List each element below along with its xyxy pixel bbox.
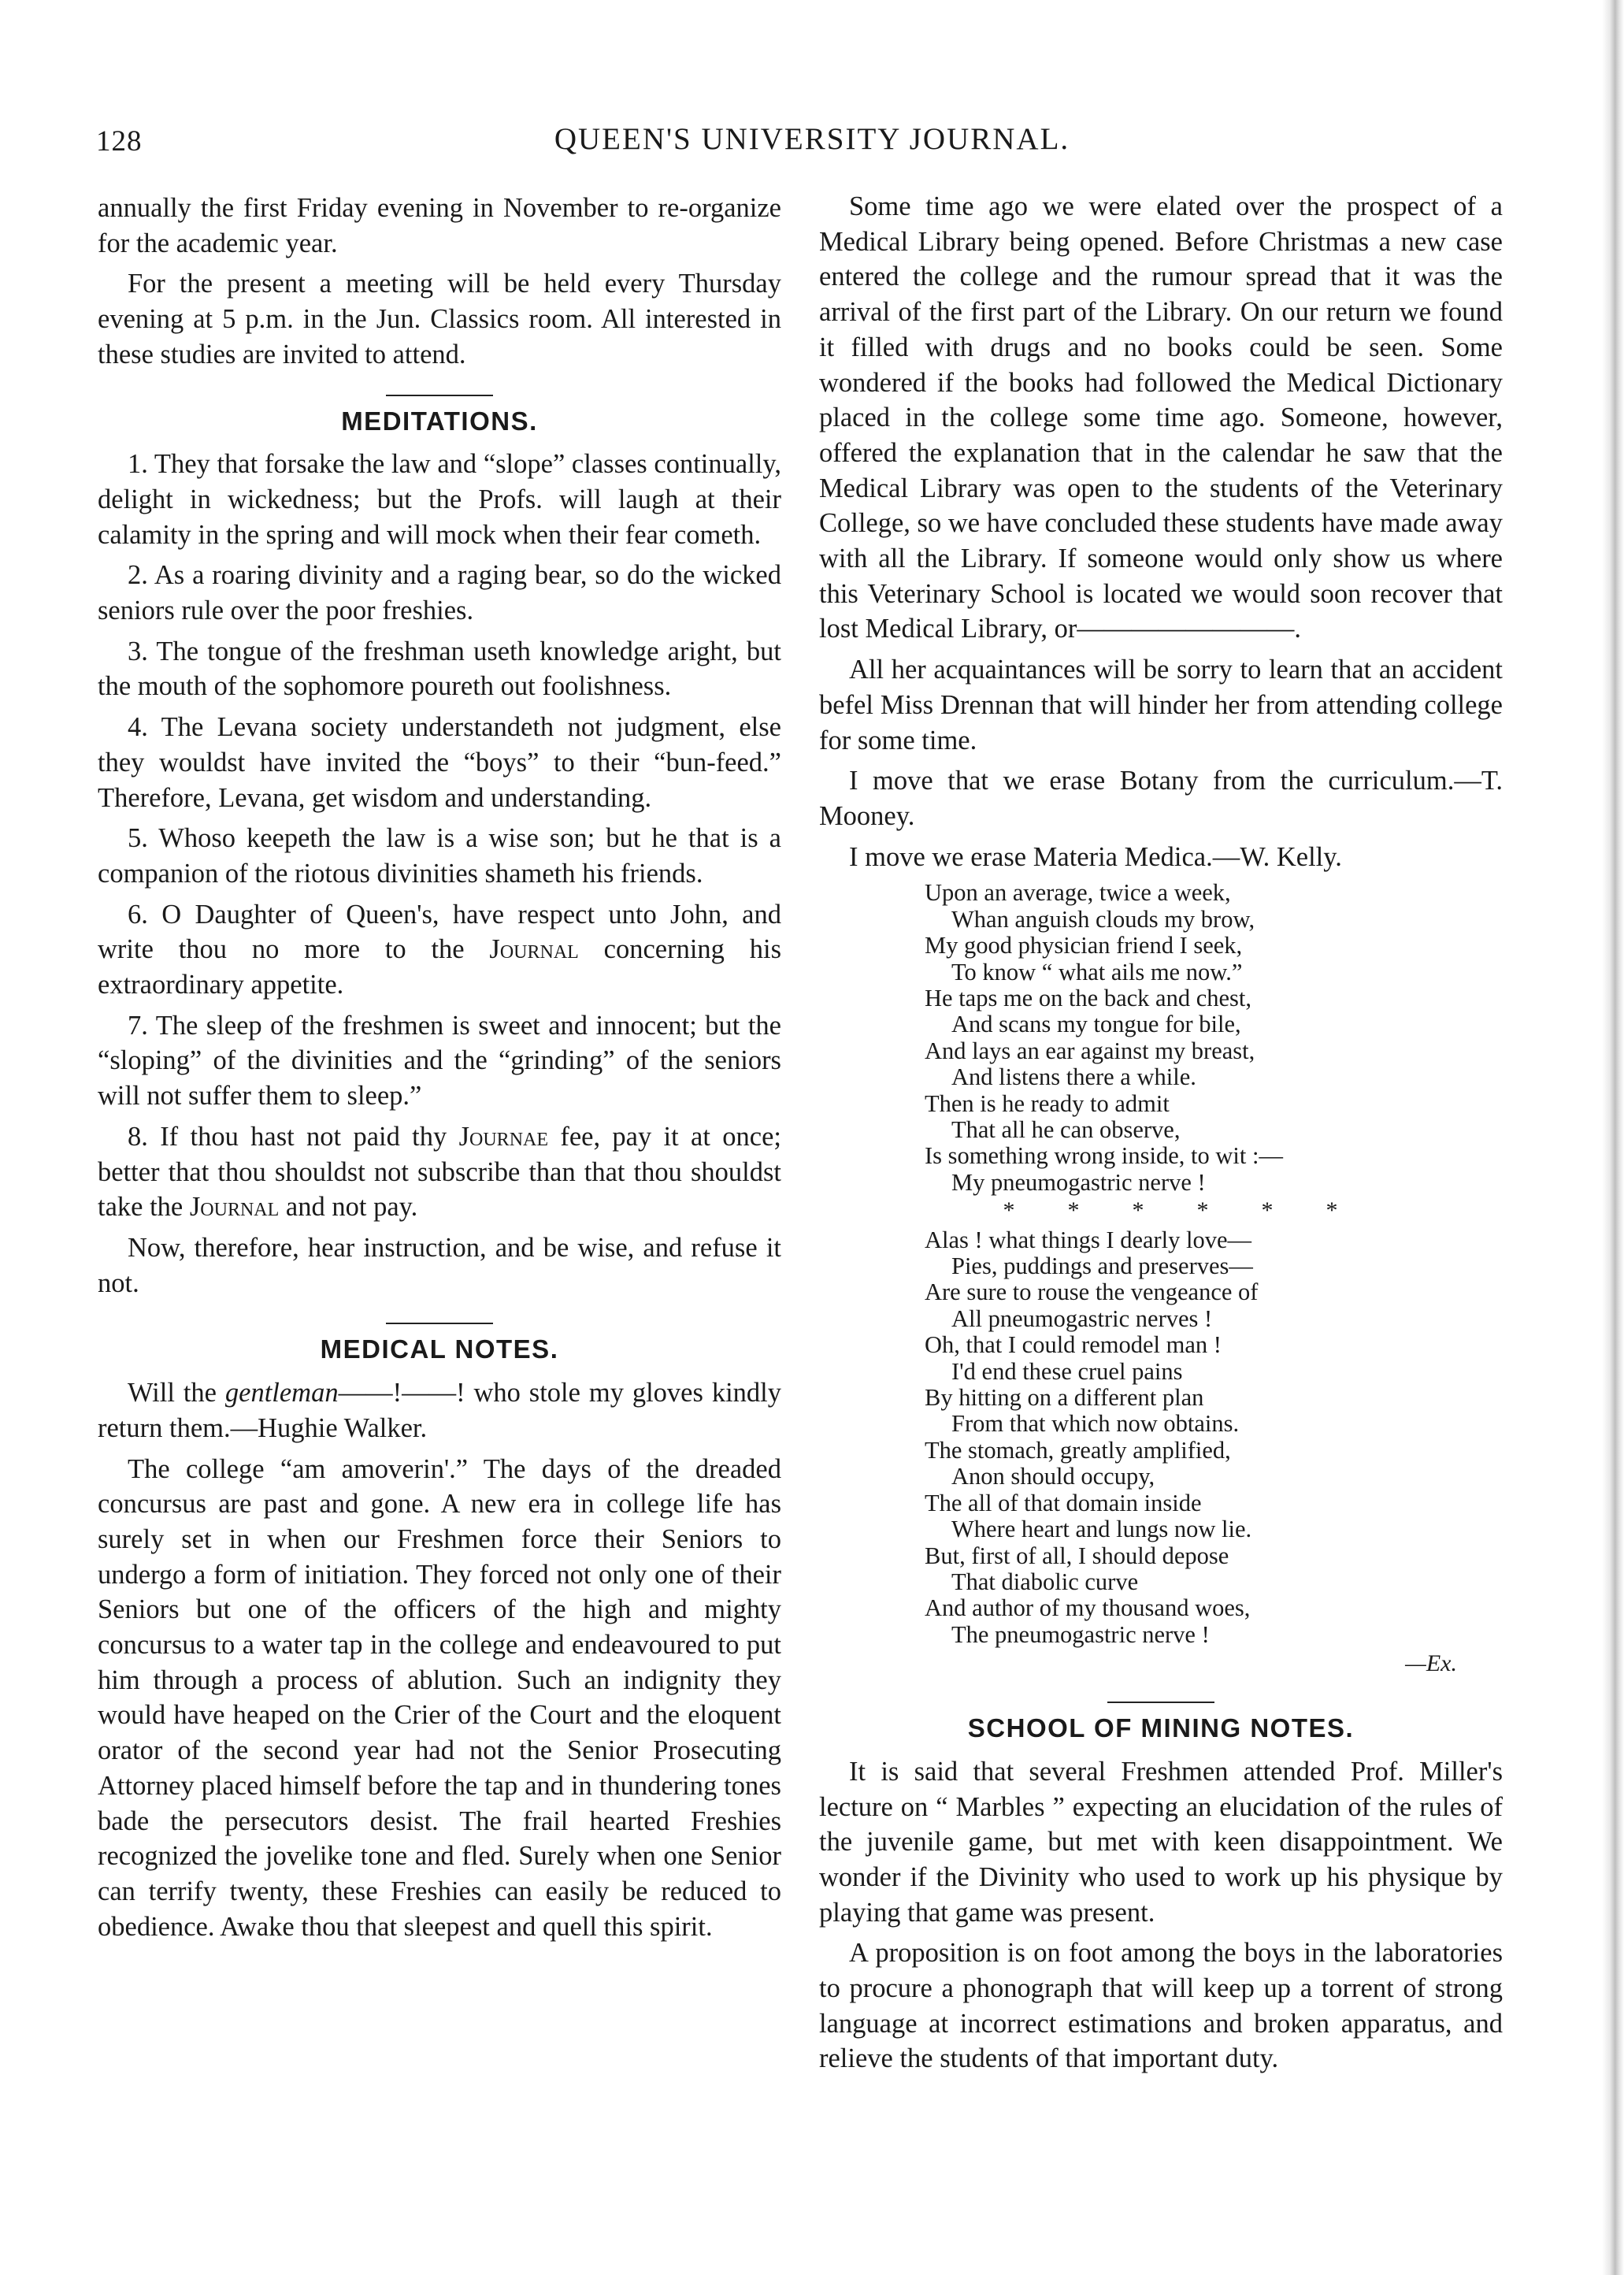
- star: *: [1003, 1197, 1015, 1224]
- materia-motion: I move we erase Materia Medica.—W. Kelly.: [849, 841, 1342, 872]
- poem-line: The all of that domain inside: [925, 1489, 1202, 1516]
- poem-line: That all he can observe,: [951, 1116, 1181, 1144]
- marbles-note: It is said that several Freshmen attended Prof. Miller's lecture on “ Marbles ” expecting an elucidation of the rules of the juvenile game, but met with keen disappointment. We wonder if the Divinity who used to work up his physique by playing that game was present.: [819, 1756, 1503, 1928]
- section-divider: [1107, 1702, 1214, 1703]
- poem-line: Is something wrong inside, to wit :—: [925, 1142, 1283, 1170]
- phonograph-note: A proposition is on foot among the boys in the laboratories to procure a phonograph that will keep up a torrent of strong language at incorrect estimations and broken apparatus, and relieve the students of that important duty.: [819, 1938, 1503, 2074]
- poem-line: All pneumogastric nerves !: [951, 1305, 1213, 1332]
- poem-line: My good physician friend I seek,: [925, 932, 1243, 959]
- poem-line: He taps me on the back and chest,: [925, 984, 1251, 1011]
- star: *: [1067, 1197, 1080, 1224]
- poem-line: From that which now obtains.: [951, 1410, 1240, 1438]
- intro-paragraph-meeting: For the present a meeting will be held every Thursday evening at 5 p.m. in the Jun. Classics room. All interested in these studies are invited to attend.: [98, 269, 781, 369]
- poem-line: The stomach, greatly amplified,: [925, 1436, 1231, 1464]
- poem-line: The pneumogastric nerve !: [951, 1620, 1210, 1648]
- journal-title: QUEEN'S UNIVERSITY JOURNAL.: [554, 122, 1070, 156]
- poem-line: But, first of all, I should depose: [925, 1542, 1229, 1569]
- meditation-item: 5. Whoso keepeth the law is a wise son; but he that is a companion of the riotous divinities shameth his friends.: [98, 823, 781, 889]
- meditation-item: 4. The Levana society understandeth not judgment, else they wouldst have invited the “boys” to their “bun-feed.” Therefore, Levana, get wisdom and understanding.: [98, 712, 781, 813]
- poem-line: To know “ what ails me now.”: [951, 958, 1243, 985]
- meditation-item: 7. The sleep of the freshmen is sweet and innocent; but the “sloping” of the divinities and the “grinding” of the seniors will not suffer them to sleep.”: [98, 1010, 781, 1112]
- medical-notes-heading: MEDICAL NOTES.: [320, 1334, 559, 1364]
- poem-line: Then is he ready to admit: [925, 1089, 1170, 1117]
- right-column: [819, 189, 1503, 2082]
- amoverin-note: The college “am amoverin'.” The days of the dreaded concursus are past and gone. A new era in college life has surely set in when our Freshmen force their Seniors to undergo a form of initiation. They forced not only one of their Seniors but one of the officers of the high and mighty concursus to a water tap in the college and endeavoured to put him through a process of ablution. Such an indignity they would have heaped on the Crier of the Court and the eloquent orator of the second year had not the Senior Prosecuting Attorney placed himself before the tap and in thundering tones bade the persecutors desist. The frail hearted Freshies recognized the jovelike tone and fled. Surely when one Senior can terrify twenty, these Freshies can easily be reduced to obedience. Awake thou that sleepest and quell this spirit.: [98, 1453, 781, 1942]
- poem-line: Anon should occupy,: [951, 1463, 1155, 1490]
- drennan-note: All her acquaintances will be sorry to learn that an accident befel Miss Drennan that will hinder her from attending college for some time.: [819, 655, 1503, 755]
- poem-line: I'd end these cruel pains: [951, 1357, 1183, 1385]
- poem-credit: —Ex.: [1405, 1650, 1457, 1677]
- journal-small-caps: Journal: [489, 934, 579, 965]
- poem-line: And author of my thousand woes,: [925, 1594, 1251, 1622]
- poem-line: By hitting on a different plan: [925, 1384, 1204, 1412]
- meditations-heading: MEDITATIONS.: [341, 406, 538, 436]
- poem-line: And listens there a while.: [951, 1063, 1196, 1091]
- left-column: [98, 191, 781, 1950]
- meditation-item: 2. As a roaring divinity and a raging bear, so do the wicked seniors rule over the poor freshies.: [98, 560, 781, 626]
- meditation-item: 3. The tongue of the freshman useth knowledge aright, but the mouth of the sophomore poureth out foolishness.: [98, 636, 781, 702]
- intro-paragraph-continued: annually the first Friday evening in November to re-organize for the academic year.: [98, 193, 781, 258]
- poem-line: And lays an ear against my breast,: [925, 1037, 1255, 1064]
- meditation-text: fee, pay it at once; better that thou shouldst not subscribe than that thou shouldst take the: [98, 1121, 781, 1223]
- poem: [925, 880, 1503, 1648]
- gloves-note: [98, 1375, 781, 1446]
- meditation-item: 1. They that forsake the law and “slope” classes continually, delight in wickedness; but the Profs. will laugh at their calamity in the spring and will mock when their fear cometh.: [98, 449, 781, 550]
- meditation-text: concerning his extraordinary appetite.: [98, 934, 781, 1000]
- asterism: [977, 1197, 1503, 1223]
- poem-line: Alas ! what things I dearly love—: [925, 1226, 1252, 1253]
- poem-line: Whan anguish clouds my brow,: [951, 905, 1255, 933]
- star: *: [1326, 1197, 1338, 1224]
- poem-line: Are sure to rouse the vengeance of: [925, 1279, 1259, 1306]
- note-italic: gentleman: [224, 1378, 339, 1408]
- journal-small-caps: Journal: [189, 1192, 280, 1223]
- section-divider: [386, 1323, 493, 1324]
- poem-line: That diabolic curve: [951, 1568, 1139, 1595]
- section-divider: [386, 395, 493, 396]
- poem-line: Pies, puddings and preserves—: [951, 1253, 1253, 1280]
- journae-small-caps: Journae: [458, 1121, 549, 1152]
- star: *: [1261, 1197, 1274, 1224]
- poem-line: Oh, that I could remodel man !: [925, 1331, 1222, 1359]
- star: *: [1196, 1197, 1209, 1224]
- meditation-text: 6. O Daughter of Queen's, have respect unto John, and write thou no more to the: [98, 899, 781, 965]
- library-note: Some time ago we were elated over the prospect of a Medical Library being opened. Before Christmas a new case entered the college and the rumour spread that it was the arrival of the first part of the Library. On our return we found it filled with drugs and no books could be seen. Some wondered if the books had followed the Medical Dictionary placed in the college some time ago. Someone, however, offered the explanation that in the calendar he saw that the Medical Library was open to the students of the Veterinary College, so we have concluded these students have made away with all the Library. If someone would only show us where this Veterinary School is located we would soon recover that lost Medical Library, or————————.: [819, 191, 1503, 644]
- meditation-item: [98, 897, 781, 1003]
- poem-line: Upon an average, twice a week,: [925, 879, 1231, 907]
- botany-motion: I move that we erase Botany from the curriculum.—T. Mooney.: [819, 766, 1503, 831]
- meditations-closing: Now, therefore, hear instruction, and be wise, and refuse it not.: [98, 1232, 781, 1298]
- page-number: 128: [96, 125, 143, 158]
- poem-line: Where heart and lungs now lie.: [951, 1516, 1252, 1543]
- note-text: ——!——! who stole my gloves kindly return them.—Hughie Walker.: [98, 1378, 781, 1443]
- meditation-text: 8. If thou hast not paid thy: [128, 1121, 459, 1152]
- note-text: Will the: [128, 1378, 225, 1408]
- meditation-item: [98, 1119, 781, 1225]
- mining-notes-heading: SCHOOL OF MINING NOTES.: [967, 1713, 1355, 1743]
- meditation-text: and not pay.: [279, 1192, 418, 1223]
- poem-line: My pneumogastric nerve !: [951, 1168, 1206, 1196]
- page-edge-shadow: [1602, 0, 1624, 2275]
- poem-line: And scans my tongue for bile,: [951, 1011, 1241, 1038]
- star: *: [1132, 1197, 1144, 1224]
